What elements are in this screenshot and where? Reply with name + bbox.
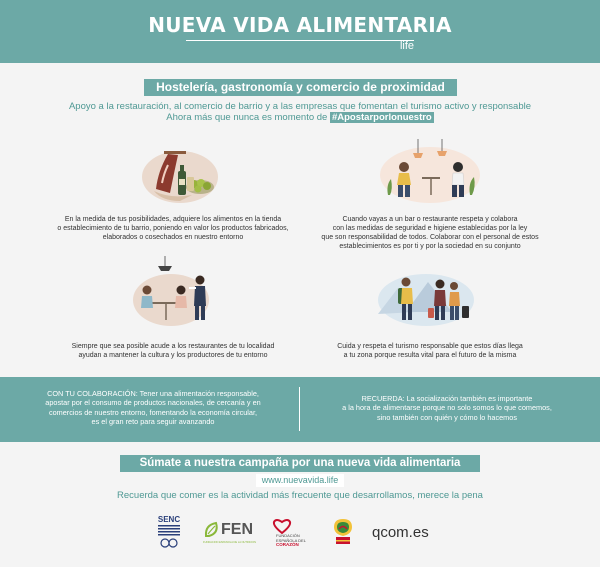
remember-line-3: sino también con quién y cómo lo hacemos (377, 412, 517, 422)
remember-text (318, 394, 576, 422)
tip-1-line-3: elaborados o cosechados en nuestro entorno (102, 234, 244, 241)
tip-2-text (305, 215, 555, 251)
intro-line-2 (0, 112, 600, 123)
remember-line-1: RECUERDA: La socialización también es importante (361, 394, 533, 403)
restaurant-table-icon (131, 256, 215, 328)
tip-1-line-2: o establecimiento de tu barrio, poniendo en valor los productos fabricados, (57, 225, 289, 232)
tip-3-line-2: ayudan a mantener la cultura y los productores de tu entorno (78, 352, 268, 359)
senc-emblem-icon (152, 524, 186, 550)
corazon-line-2: ESPAÑOLA DEL (276, 537, 306, 543)
collaboration-line-4: es el gran reto para seguir avanzando (91, 417, 215, 427)
section-title: Hostelería, gastronomía y comercio de proximidad (144, 79, 457, 96)
hashtag: #Apostarporlonuestro (331, 112, 432, 123)
bar-terrace-icon (378, 139, 482, 205)
collaboration-line-2: apostar por el consumo de productos nacionales, de cercanía y en (45, 398, 261, 408)
intro-prefix: Ahora más que nunca es momento de (166, 112, 328, 123)
tip-4-line-1: Cuida y respeta el turismo responsable que estos días llega (337, 343, 523, 350)
header-divider (186, 40, 414, 41)
campaign-title: Súmate a nuestra campaña por una nueva vida alimentaria (120, 455, 480, 472)
tip-3-line-1: Siempre que sea posible acude a los restaurantes de tu localidad (71, 343, 275, 350)
fen-logo-text: FEN (221, 521, 253, 538)
regional-emblem-icon (332, 518, 354, 546)
senc-logo (152, 515, 186, 551)
tip-4-line-2: a tu zona porque resulta vital para el futuro de la misma (343, 352, 517, 359)
intro-line-1: Apoyo a la restauración, al comercio de barrio y a las empresas que fomentan el turismo activo y responsable (68, 101, 532, 112)
tip-1-line-1: En la medida de tus posibilidades, adquiere los alimentos en la tienda (64, 216, 282, 223)
tip-2-line-1: Cuando vayas a un bar o restaurante respeta y colabora (342, 216, 518, 223)
tip-4-text (305, 342, 555, 360)
senc-logo-text: SENC (157, 515, 181, 524)
tip-2-line-2: con las medidas de seguridad e higiene establecidas por la ley (332, 225, 528, 232)
food-products-icon (140, 143, 220, 205)
tip-2-line-4: establecimientos es por ti y por la sociedad en su conjunto (339, 243, 521, 250)
header-subtitle: life (399, 40, 414, 52)
tip-1-text (48, 215, 298, 242)
tip-2-line-3: que son responsabilidad de todos. Colaborar con el personal de estos (321, 234, 539, 241)
tagline: Recuerda que comer es la actividad más frecuente que desarrollamos, merece la pena (117, 490, 483, 501)
corazon-logo (272, 518, 318, 548)
collaboration-text (28, 389, 278, 427)
band-divider (299, 387, 300, 431)
heart-icon (272, 518, 292, 534)
remember-line-2: a la hora de alimentarse porque no solo somos lo que comemos, (342, 403, 552, 413)
collaboration-line-1: CON TU COLABORACIÓN: Tener una alimentación responsable, (47, 389, 259, 398)
fen-logo-subtext: FUNDACIÓN ESPAÑOLA DE LA NUTRICIÓN (203, 541, 256, 544)
corazon-line-3: CORAZÓN (276, 542, 299, 547)
tourists-icon (376, 262, 480, 328)
tip-3-text (48, 342, 298, 360)
fen-logo (203, 521, 259, 547)
corazon-line-1: FUNDACIÓN (276, 533, 300, 538)
fen-leaf-icon (203, 521, 221, 539)
website-link[interactable]: www.nuevavida.life (256, 474, 344, 487)
collaboration-line-3: comercios de nuestro entorno, fomentando la economía circular, (48, 407, 258, 417)
qcom-logo: qcom.es (372, 524, 429, 541)
header-title: NUEVA VIDA ALIMENTARIA (148, 13, 452, 37)
